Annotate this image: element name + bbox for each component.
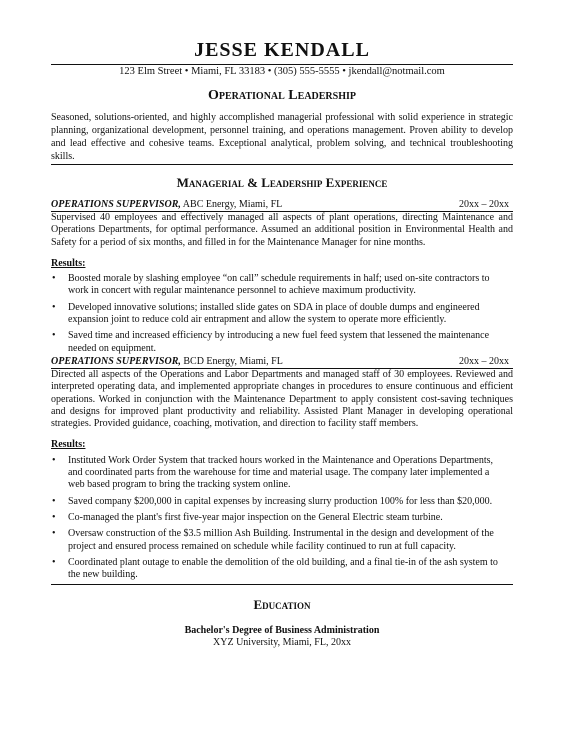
bullet-icon: • xyxy=(52,528,56,540)
job-company: ABC Energy, Miami, FL xyxy=(180,199,283,210)
job-entry xyxy=(51,356,513,585)
list-item xyxy=(51,455,513,492)
summary-text: Seasoned, solutions-oriented, and highly accomplished managerial professional with solid experience in strategic planning, organizational development, personnel training, and operations management. Proven ability to develop and lead effective and cohesive teams. Exceptional analytical, problem solving, and technical troubleshooting skills. xyxy=(51,112,513,162)
school: XYZ University, Miami, FL, 20xx xyxy=(213,637,351,648)
results-list xyxy=(51,455,513,582)
job-title: OPERATIONS SUPERVISOR, xyxy=(51,356,181,367)
job-description: Directed all aspects of the Operations and Labor Departments and managed staff of 30 employees. Reviewed and interpreted operating data, and implemented appropriate changes in procedures to ensure continuous and efficient operations. Worked in conjunction with the Maintenance Department to apply consistent cost-saving techniques and designs for improved plant productivity and reliability. Assisted Plant Manager in developing operational strategies. Provided guidance, coaching, motivation, and direction to facility staff members. xyxy=(51,369,513,430)
degree: Bachelor's Degree of Business Administration xyxy=(184,625,380,636)
job-header xyxy=(51,199,513,212)
job-company: BCD Energy, Miami, FL xyxy=(180,356,283,367)
candidate-name: JESSE KENDALL xyxy=(194,39,370,61)
bullet-icon: • xyxy=(52,556,56,568)
result-text: Saved company $200,000 in capital expenses by increasing slurry production 100% for less than $20,000. xyxy=(68,495,493,507)
results-label: Results: xyxy=(51,439,86,451)
job-entry xyxy=(51,199,513,359)
list-item xyxy=(51,512,513,524)
result-text: Oversaw construction of the $3.5 million Ash Building. Instrumental in the design and development of the project and ensured process remained on schedule while facility continued to run at full capacity. xyxy=(68,528,494,552)
job-description: Supervised 40 employees and effectively managed all aspects of plant operations, directing Maintenance and Operations Departments, for optimal performance. Assumed an additional position in Environmental Health and Safety for a period of six months, and filled in for the Maintenance Manager for nine months. xyxy=(51,212,513,248)
result-text: Instituted Work Order System that tracked hours worked in the Maintenance and Operations Departments, and coordinated parts from the warehouse for time and material usage. The company later implemented a web based program to bring the tracking system online. xyxy=(68,454,494,491)
education-heading: Education xyxy=(253,597,311,612)
bullet-icon: • xyxy=(52,454,56,466)
job-header xyxy=(51,356,513,369)
list-item xyxy=(51,273,513,298)
bullet-icon: • xyxy=(52,330,56,342)
job-title-line xyxy=(51,199,282,211)
list-item xyxy=(51,302,513,327)
job-title: OPERATIONS SUPERVISOR, xyxy=(51,199,181,210)
bullet-icon: • xyxy=(52,495,56,507)
result-text: Saved time and increased efficiency by introducing a new fuel feed system that lessened the maintenance needed on equipment. xyxy=(68,330,490,354)
results-list xyxy=(51,273,513,355)
bullet-icon: • xyxy=(52,273,56,285)
bullet-icon: • xyxy=(52,511,56,523)
results-label: Results: xyxy=(51,257,86,269)
result-text: Co-managed the plant's first five-year major inspection on the General Electric steam turbine. xyxy=(68,511,443,523)
result-text: Coordinated plant outage to enable the demolition of the old building, and a final tie-in of the ash system to the new building. xyxy=(68,556,498,581)
summary-heading: Operational Leadership xyxy=(207,88,356,103)
result-text: Developed innovative solutions; installed slide gates on SDA in place of double dumps and engineered expansion joint to reduce cold air entrapment and allow the system to operate more efficiently. xyxy=(68,301,480,326)
list-item xyxy=(51,528,513,553)
section-divider xyxy=(51,584,513,585)
section-divider xyxy=(51,164,513,165)
bullet-icon: • xyxy=(52,301,56,313)
contact-info: 123 Elm Street • Miami, FL 33183 • (305) 555-5555 • jkendall@notmail.com xyxy=(119,66,445,77)
result-text: Boosted morale by slashing employee “on call” schedule requirements in half; used on-site contractors to work in concert with regular maintenance personnel to achieve maximum productivity. xyxy=(68,273,490,297)
list-item xyxy=(51,330,513,355)
job-dates: 20xx – 20xx xyxy=(459,199,509,210)
job-dates: 20xx – 20xx xyxy=(459,356,509,367)
list-item xyxy=(51,496,513,508)
list-item xyxy=(51,557,513,582)
job-title-line xyxy=(51,356,283,368)
experience-heading: Managerial & Leadership Experience xyxy=(176,175,388,190)
